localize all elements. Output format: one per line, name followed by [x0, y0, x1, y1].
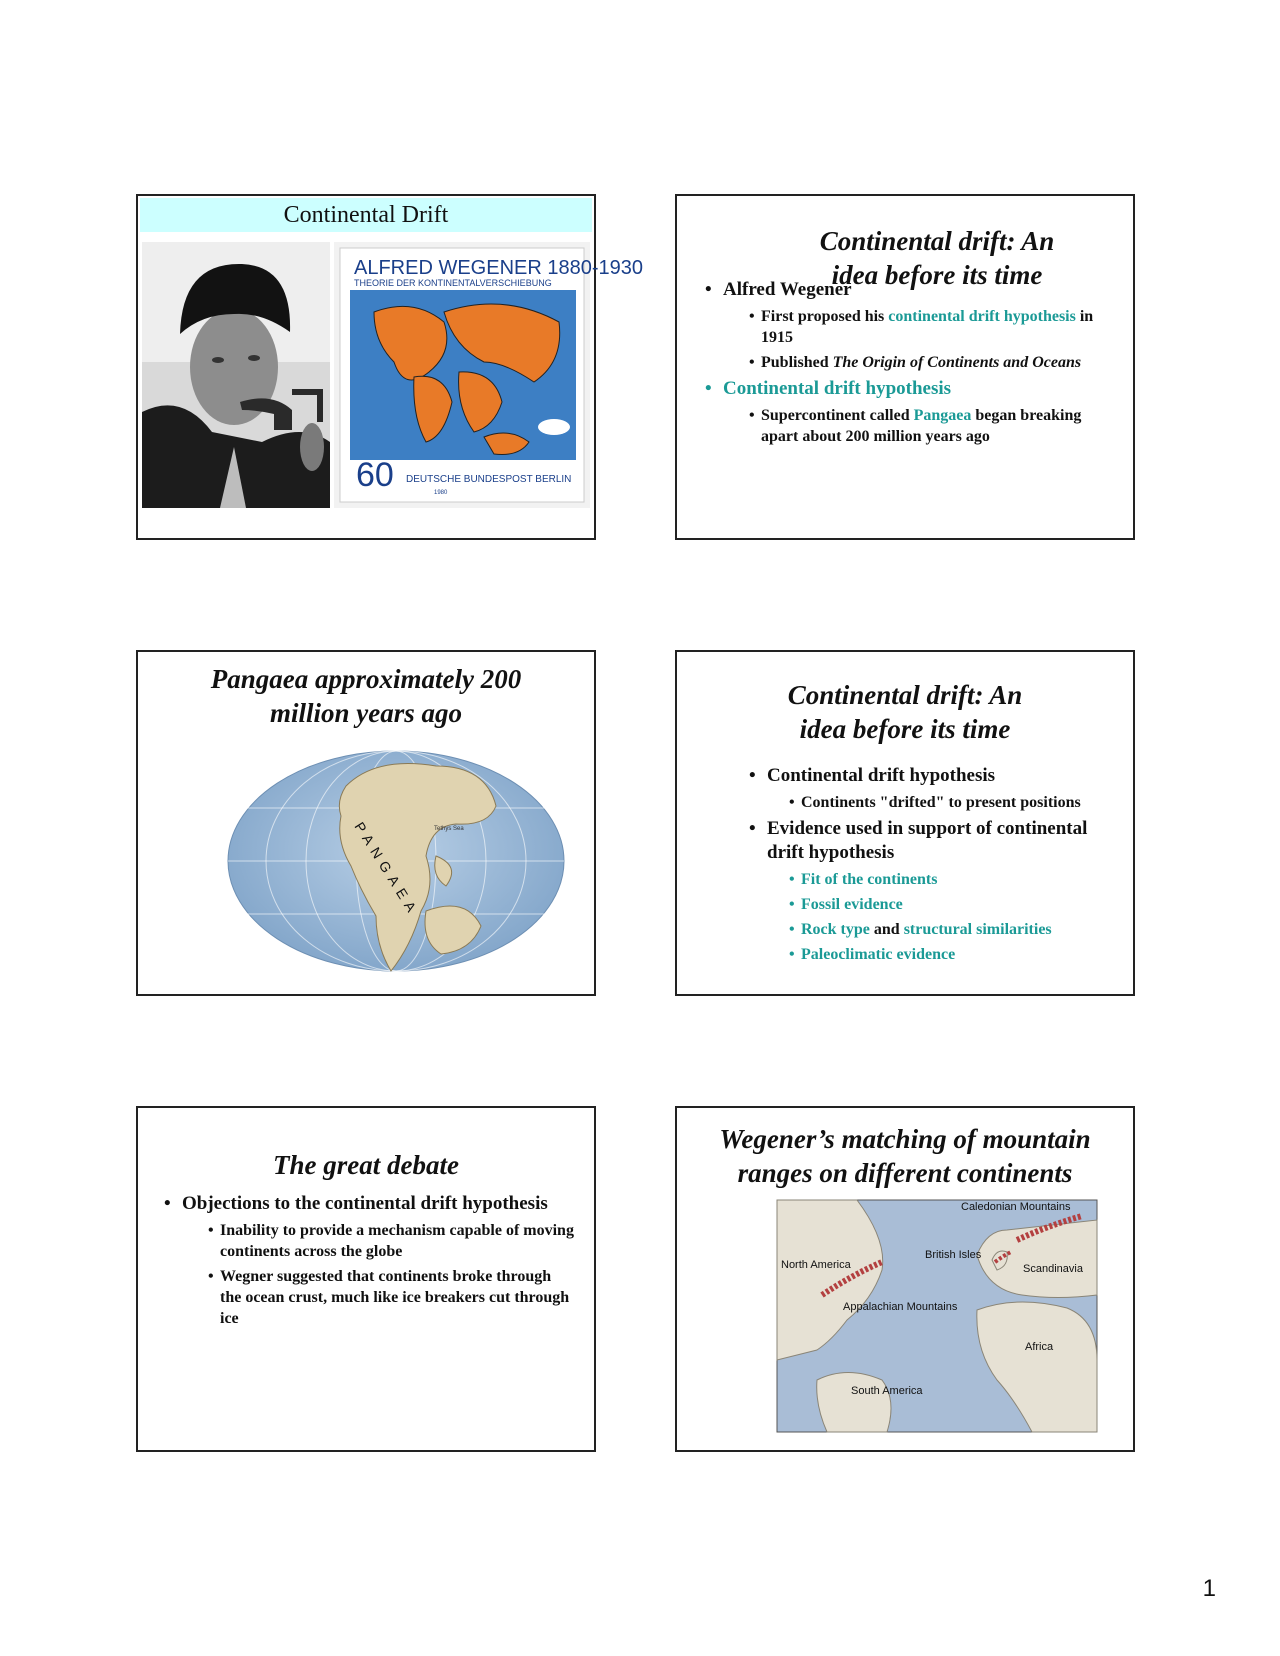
stamp-footer: DEUTSCHE BUNDESPOST BERLIN	[406, 474, 572, 485]
sub-teal-text: Pangaea	[913, 407, 972, 424]
mountain-ranges-map	[777, 1200, 1097, 1432]
slide3-title-line2: million years ago	[269, 698, 462, 728]
evidence-conjunction: and	[869, 921, 904, 938]
evidence-text: Fit of the continents	[801, 871, 938, 888]
book-title: The Origin of Continents and Oceans	[832, 354, 1082, 371]
slide-idea-before-its-time-2	[675, 650, 1135, 996]
stamp-value: 60	[356, 456, 394, 494]
slide2-sub1	[749, 306, 1115, 348]
bullet-text: Evidence used in support of continental drift hypothesis	[767, 818, 1088, 863]
slide-idea-before-its-time-1	[675, 194, 1135, 540]
north-america-label: North America	[781, 1259, 851, 1271]
slide1-title: Continental Drift	[140, 198, 592, 232]
sub-text: Published	[761, 354, 833, 371]
sub-teal-text: continental drift hypothesis	[888, 308, 1076, 325]
slide4-bullet2	[749, 817, 1125, 865]
bullet-text: Continental drift hypothesis	[767, 765, 996, 786]
slide2-sub3	[749, 405, 1115, 447]
slide4-sub1	[789, 792, 1125, 813]
sub-text: First proposed his	[761, 308, 889, 325]
south-america-label: South America	[851, 1385, 923, 1397]
wegener-portrait-image	[142, 242, 330, 508]
bullet-text: Continental drift hypothesis	[723, 378, 952, 399]
slide5-title: The great debate	[273, 1150, 459, 1180]
stamp-subheader: THEORIE DER KONTINENTALVERSCHIEBUNG	[354, 278, 552, 288]
bullet-text: Alfred Wegener	[723, 279, 852, 300]
evidence-item	[789, 894, 1125, 915]
sub-text: in 1915	[761, 308, 1094, 346]
pangaea-label: PANGAEA	[351, 819, 423, 920]
slide5-sub1	[208, 1220, 574, 1262]
slide6-title-line1: Wegener’s matching of mountain	[719, 1124, 1091, 1154]
slide2-bullet2	[705, 377, 1115, 401]
slide-great-debate	[136, 1106, 596, 1452]
sub-text: Supercontinent called	[761, 407, 914, 424]
slide2-bullet1	[705, 278, 1115, 302]
slide2-title-line1: Continental drift: An	[819, 226, 1055, 256]
slide-mountain-ranges	[675, 1106, 1135, 1452]
evidence-item	[789, 944, 1125, 965]
evidence-text: Paleoclimatic evidence	[801, 946, 956, 963]
caledonian-label: Caledonian Mountains	[961, 1201, 1071, 1213]
pangaea-map	[226, 746, 566, 986]
stamp-year: 1980	[434, 490, 448, 496]
sub-text: Wegner suggested that continents broke through the ocean crust, much like ice breakers cut through ice	[220, 1268, 570, 1327]
evidence-text: Fossil evidence	[801, 896, 903, 913]
slide2-sub2	[749, 352, 1115, 373]
tethys-label: Tethys Sea	[434, 826, 464, 832]
sub-text: Continents "drifted" to present positions	[801, 794, 1081, 811]
slide4-title-line1: Continental drift: An	[787, 680, 1023, 710]
evidence-item	[789, 919, 1125, 940]
evidence-item	[789, 869, 1125, 890]
slide5-bullet1	[164, 1192, 574, 1216]
slide5-sub2	[208, 1266, 574, 1329]
slide6-title-line2: ranges on different continents	[737, 1158, 1073, 1188]
slide-continental-drift	[136, 194, 644, 540]
slide2-title-line2: idea before its time	[831, 260, 1043, 290]
sub-text: began breaking apart about 200 million years ago	[761, 407, 1082, 445]
bullet-text: Objections to the continental drift hypothesis	[182, 1193, 548, 1214]
africa-label: Africa	[1025, 1341, 1054, 1353]
slide-pangaea	[136, 650, 596, 996]
sub-text: Inability to provide a mechanism capable of moving continents across the globe	[220, 1222, 574, 1260]
stamp-header: ALFRED WEGENER 1880-1930	[354, 257, 644, 279]
slide4-title-line2: idea before its time	[799, 714, 1011, 744]
british-isles-label: British Isles	[925, 1249, 982, 1261]
slide3-title-line1: Pangaea approximately 200	[210, 664, 522, 694]
appalachian-label: Appalachian Mountains	[843, 1301, 958, 1313]
evidence-text: structural similarities	[903, 921, 1052, 938]
evidence-text: Rock type	[801, 921, 870, 938]
wegener-stamp-image	[334, 242, 644, 508]
scandinavia-label: Scandinavia	[1023, 1263, 1083, 1275]
page-number: 1	[1202, 1575, 1216, 1602]
slide4-bullet1	[749, 764, 1125, 788]
